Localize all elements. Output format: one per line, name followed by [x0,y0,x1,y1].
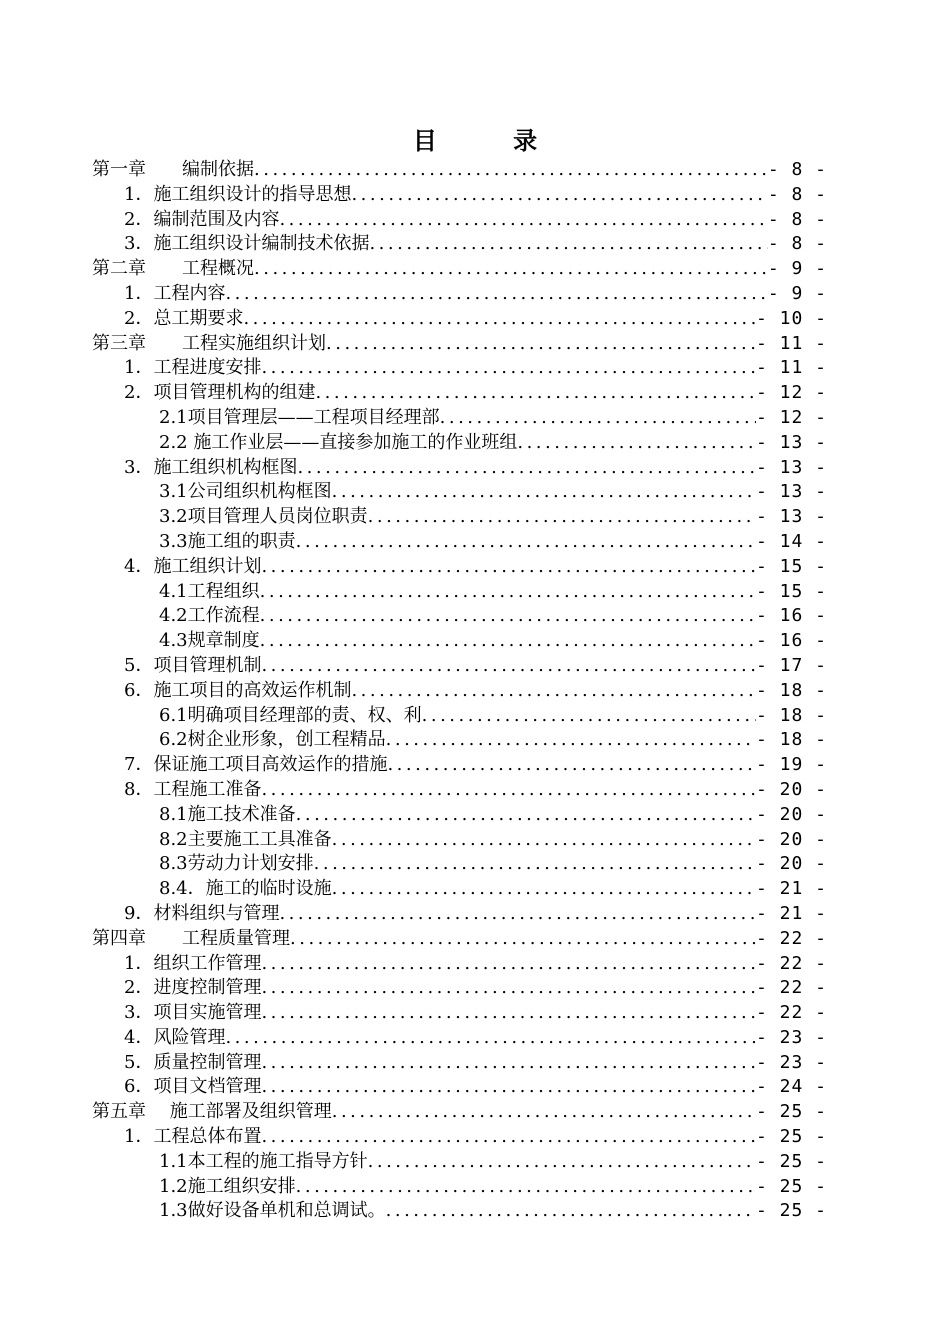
toc-entry-page-number: - 13 - [755,506,827,528]
toc-entry[interactable] [92,604,827,629]
toc-entry-label: 1．工程进度安排 [124,357,262,379]
toc-entry-label: 3．项目实施管理 [124,1002,262,1024]
toc-entry-label: 3．施工组织设计编制技术依据 [124,233,370,255]
toc-dot-leader [369,232,767,257]
toc-entry-label: 8．工程施工准备 [124,778,262,800]
toc-entry[interactable] [92,480,827,505]
toc-entry[interactable] [92,555,827,580]
toc-entry-page-number: - 25 - [755,1101,827,1123]
toc-entry[interactable] [92,1026,827,1051]
toc-dot-leader [422,704,756,729]
toc-entry[interactable] [92,877,827,902]
toc-entry[interactable] [92,282,827,307]
toc-entry-page-number: - 22 - [755,952,827,974]
table-of-contents [92,158,827,1224]
toc-dot-leader [368,1150,756,1175]
toc-entry-page-number: - 21 - [755,902,827,924]
toc-dot-leader [261,976,756,1001]
toc-entry-label: 1.2施工组织安排 [159,1175,296,1197]
toc-entry-label: 2.2 施工作业层——直接参加施工的作业班组 [159,431,518,453]
toc-title: 目 录 [412,126,572,155]
toc-entry-label: 1.1本工程的施工指导方针 [159,1150,368,1172]
toc-entry[interactable] [92,952,827,977]
toc-dot-leader [332,828,756,853]
toc-entry-label: 第五章 施工部署及组织管理 [92,1101,332,1123]
toc-entry-label: 6.1明确项目经理部的责、权、利 [159,704,422,726]
toc-entry-page-number: - 14 - [755,530,827,552]
toc-entry-label: 2．进度控制管理 [124,977,262,999]
toc-entry-page-number: - 24 - [755,1076,827,1098]
toc-entry[interactable] [92,1075,827,1100]
toc-entry[interactable] [92,580,827,605]
toc-dot-leader [314,852,756,877]
toc-entry-page-number: - 12 - [755,406,827,428]
toc-entry-page-number: - 20 - [755,778,827,800]
toc-entry-label: 3．施工组织机构框图 [124,456,298,478]
toc-dot-leader [225,282,767,307]
toc-dot-leader [387,753,756,778]
toc-dot-leader [440,406,756,431]
toc-entry-label: 1．工程总体布置 [124,1126,262,1148]
toc-entry-label: 6.2树企业形象，创工程精品 [159,729,386,751]
toc-dot-leader [351,679,756,704]
toc-entry-label: 第三章 工程实施组织计划 [92,332,326,354]
toc-dot-leader [261,654,756,679]
toc-entry-page-number: - 13 - [755,481,827,503]
toc-entry[interactable] [92,158,827,183]
toc-entry-page-number: - 10 - [755,307,827,329]
toc-entry-page-number: - 15 - [755,580,827,602]
toc-entry-page-number: - 13 - [755,431,827,453]
toc-entry-label: 8.4．施工的临时设施 [159,878,332,900]
toc-entry-label: 第四章 工程质量管理 [92,927,290,949]
toc-entry[interactable] [92,1100,827,1125]
toc-entry[interactable] [92,332,827,357]
toc-entry-label: 4．施工组织计划 [124,555,262,577]
toc-entry-page-number: - 18 - [755,704,827,726]
toc-dot-leader [243,307,756,332]
toc-dot-leader [296,803,756,828]
toc-entry-label: 6．施工项目的高效运作机制 [124,679,352,701]
toc-entry-label: 1.3做好设备单机和总调试。 [159,1200,386,1222]
toc-entry[interactable] [92,505,827,530]
toc-dot-leader [315,381,756,406]
toc-entry[interactable] [92,1001,827,1026]
toc-entry-label: 7．保证施工项目高效运作的措施 [124,754,388,776]
toc-entry-page-number: - 8 - [767,208,827,230]
toc-entry-label: 4.2工作流程 [159,605,260,627]
toc-entry-label: 5．项目管理机制 [124,654,262,676]
toc-entry-label: 第二章 工程概况 [92,258,254,280]
toc-entry-label: 4．风险管理 [124,1026,226,1048]
toc-entry-label: 1．施工组织设计的指导思想 [124,183,352,205]
toc-entry[interactable] [92,1199,827,1224]
toc-dot-leader [332,1100,756,1125]
toc-entry[interactable] [92,307,827,332]
toc-entry-page-number: - 16 - [755,630,827,652]
toc-entry-page-number: - 20 - [755,828,827,850]
toc-entry[interactable] [92,232,827,257]
toc-entry[interactable] [92,1175,827,1200]
toc-entry[interactable] [92,778,827,803]
toc-entry-label: 8.1施工技术准备 [159,803,296,825]
toc-entry[interactable] [92,654,827,679]
toc-entry-label: 9．材料组织与管理 [124,902,280,924]
toc-entry[interactable] [92,828,827,853]
toc-entry-page-number: - 17 - [755,654,827,676]
toc-dot-leader [261,555,756,580]
toc-entry-page-number: - 25 - [755,1150,827,1172]
toc-entry[interactable] [92,753,827,778]
toc-entry-label: 3.1公司组织机构框图 [159,481,332,503]
toc-entry[interactable] [92,431,827,456]
toc-entry-page-number: - 16 - [755,605,827,627]
toc-entry[interactable] [92,803,827,828]
toc-dot-leader [260,629,756,654]
toc-entry-page-number: - 25 - [755,1175,827,1197]
toc-entry-page-number: - 8 - [767,233,827,255]
toc-entry-label: 2.1项目管理层——工程项目经理部 [159,406,440,428]
toc-entry-label: 8.3劳动力计划安排 [159,853,314,875]
toc-dot-leader [386,1199,756,1224]
toc-entry-label: 8.2主要施工工具准备 [159,828,332,850]
toc-dot-leader [326,332,756,357]
toc-entry-label: 2．总工期要求 [124,307,244,329]
toc-entry-page-number: - 20 - [755,803,827,825]
toc-entry[interactable] [92,1051,827,1076]
toc-entry-label: 3.2项目管理人员岗位职责 [159,506,368,528]
toc-entry-label: 4.3规章制度 [159,630,260,652]
toc-dot-leader [254,257,768,282]
toc-entry[interactable] [92,852,827,877]
toc-entry-page-number: - 18 - [755,679,827,701]
toc-entry[interactable] [92,902,827,927]
toc-dot-leader [296,530,756,555]
toc-dot-leader [279,208,767,233]
toc-entry-label: 4.1工程组织 [159,580,260,602]
toc-entry-page-number: - 15 - [755,555,827,577]
toc-entry-label: 3.3施工组的职责 [159,530,296,552]
toc-dot-leader [297,456,756,481]
toc-entry[interactable] [92,976,827,1001]
toc-entry[interactable] [92,530,827,555]
toc-dot-leader [386,728,756,753]
toc-entry[interactable] [92,927,827,952]
toc-entry[interactable] [92,208,827,233]
toc-entry-page-number: - 8 - [767,183,827,205]
toc-dot-leader [332,480,756,505]
toc-dot-leader [260,580,756,605]
toc-dot-leader [332,877,756,902]
toc-entry[interactable] [92,679,827,704]
toc-entry-page-number: - 9 - [767,258,827,280]
toc-entry-label: 2．编制范围及内容 [124,208,280,230]
toc-entry-page-number: - 11 - [755,357,827,379]
toc-dot-leader [260,604,756,629]
toc-entry-label: 1．工程内容 [124,282,226,304]
toc-entry-label: 6．项目文档管理 [124,1076,262,1098]
toc-dot-leader [351,183,767,208]
toc-entry[interactable] [92,381,827,406]
toc-dot-leader [261,1075,756,1100]
toc-entry-page-number: - 8 - [767,159,827,180]
toc-dot-leader [296,1175,756,1200]
toc-entry-page-number: - 19 - [755,754,827,776]
toc-entry[interactable] [92,704,827,729]
toc-entry[interactable] [92,1125,827,1150]
toc-entry-page-number: - 23 - [755,1026,827,1048]
toc-dot-leader [279,902,756,927]
toc-entry[interactable] [92,406,827,431]
toc-dot-leader [290,927,756,952]
toc-dot-leader [254,158,768,183]
toc-entry-page-number: - 9 - [767,282,827,304]
toc-entry-page-number: - 25 - [755,1126,827,1148]
toc-entry[interactable] [92,629,827,654]
toc-entry-page-number: - 18 - [755,729,827,751]
toc-entry[interactable] [92,257,827,282]
toc-entry-label: 5．质量控制管理 [124,1051,262,1073]
toc-dot-leader [517,431,756,456]
toc-entry-page-number: - 12 - [755,382,827,404]
toc-dot-leader [261,1125,756,1150]
toc-entry-page-number: - 21 - [755,878,827,900]
toc-entry[interactable] [92,456,827,481]
toc-entry-page-number: - 22 - [755,977,827,999]
toc-entry[interactable] [92,728,827,753]
toc-entry-label: 1．组织工作管理 [124,952,262,974]
toc-entry[interactable] [92,183,827,208]
toc-dot-leader [261,356,756,381]
toc-entry-label: 2．项目管理机构的组建 [124,382,316,404]
toc-entry-page-number: - 13 - [755,456,827,478]
toc-dot-leader [261,778,756,803]
toc-entry-label: 第一章 编制依据 [92,159,254,180]
toc-entry-page-number: - 23 - [755,1051,827,1073]
toc-dot-leader [261,1001,756,1026]
toc-entry-page-number: - 22 - [755,1002,827,1024]
toc-entry-page-number: - 22 - [755,927,827,949]
toc-dot-leader [261,952,756,977]
toc-entry-page-number: - 11 - [755,332,827,354]
toc-dot-leader [225,1026,756,1051]
toc-entry-page-number: - 20 - [755,853,827,875]
toc-entry-page-number: - 25 - [755,1200,827,1222]
toc-dot-leader [261,1051,756,1076]
toc-entry[interactable] [92,1150,827,1175]
toc-entry[interactable] [92,356,827,381]
toc-dot-leader [368,505,756,530]
